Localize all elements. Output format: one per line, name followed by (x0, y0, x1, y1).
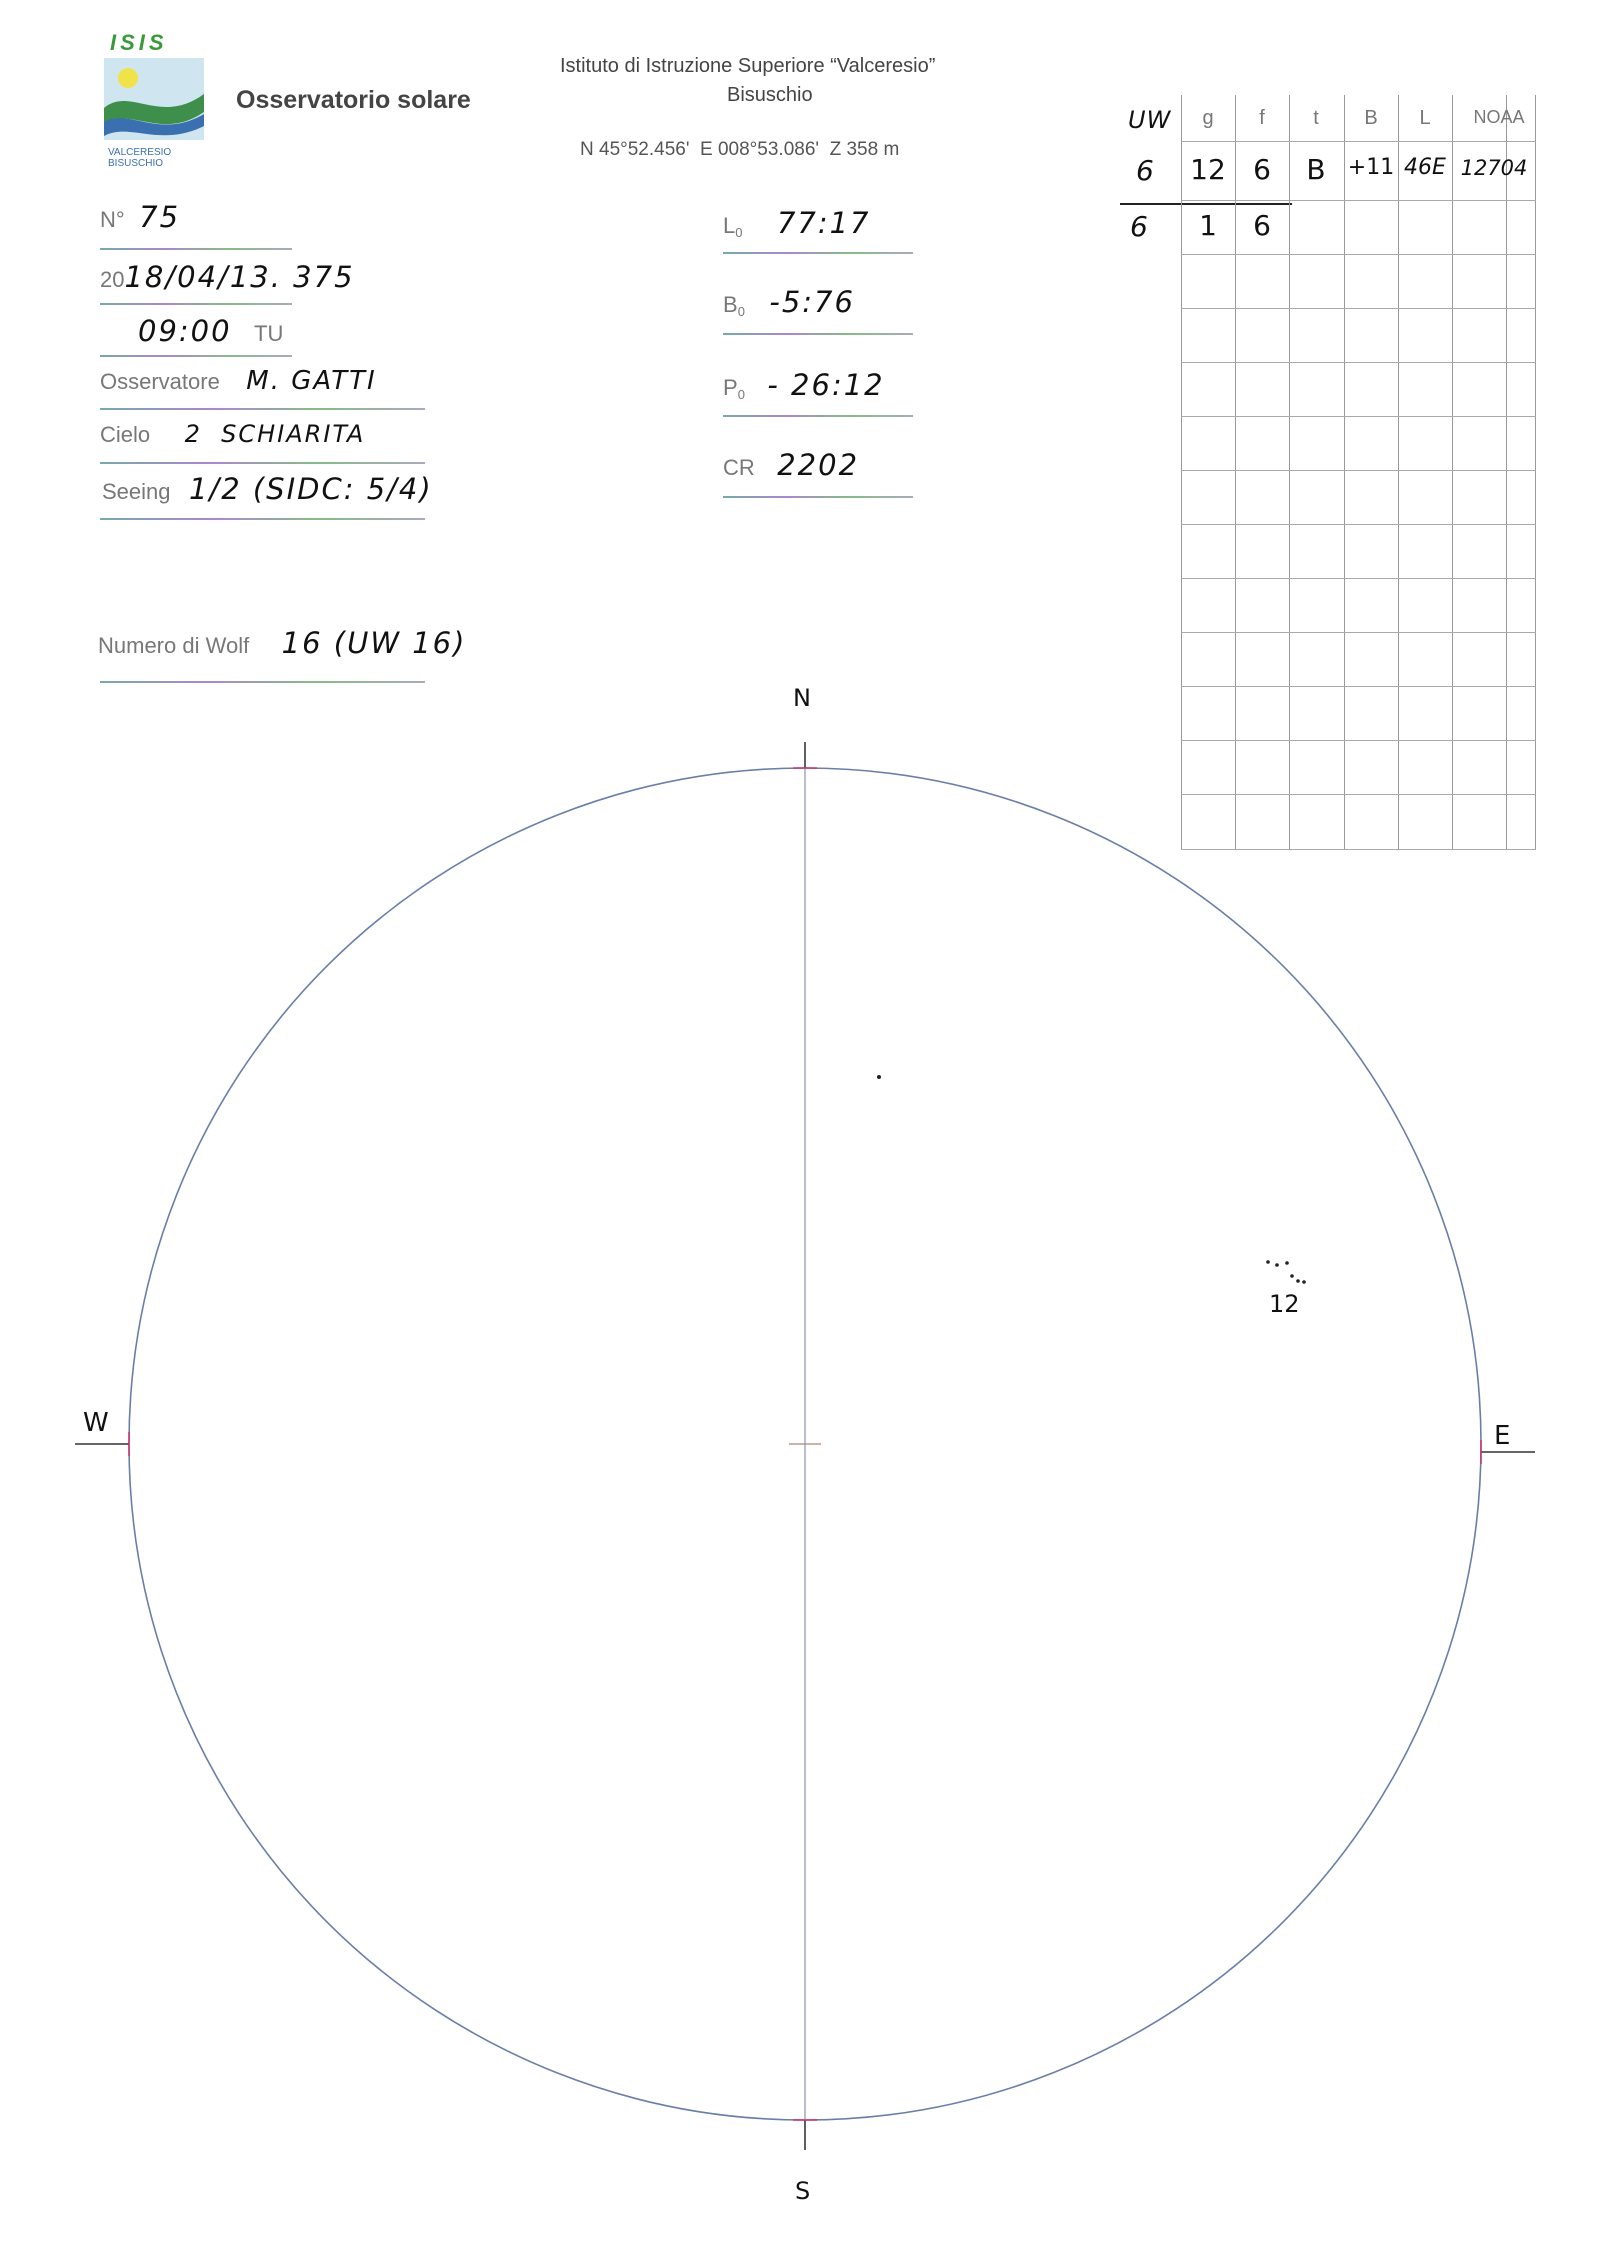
sunspot-3 (1285, 1261, 1289, 1265)
header-f: f (1259, 107, 1265, 129)
row1-f: 6 (1253, 153, 1271, 186)
b0-sub: 0 (737, 304, 745, 320)
uw-total: 6 (1130, 210, 1150, 243)
sunspot-group-12 (1266, 1260, 1306, 1284)
sunspot-2 (1275, 1263, 1279, 1267)
east-label: E (1494, 1421, 1513, 1451)
header-g: g (1202, 107, 1214, 129)
b0-label: B (723, 292, 738, 317)
observer-label: Osservatore (100, 369, 220, 394)
sunspot-1 (1266, 1260, 1270, 1264)
number-label: N° (100, 207, 125, 232)
row1-l: 46E (1404, 155, 1446, 180)
observer-value: M. GATTI (246, 366, 377, 396)
cr-value: 2202 (777, 448, 860, 482)
institute-name: Istituto di Istruzione Superiore “Valceresio” (560, 55, 936, 77)
observatory-title: Osservatorio solare (236, 86, 471, 114)
row1-noaa: 12704 (1460, 156, 1528, 180)
seeing-value: 1/2 (SIDC: 5/4) (188, 472, 433, 506)
logo-bottom-text-2: BISUSCHIO (108, 158, 164, 169)
l0-sub: 0 (735, 225, 743, 241)
date-value: 18/04/13. 375 (124, 260, 355, 294)
south-label: S (795, 2177, 813, 2205)
p0-value: - 26:12 (767, 368, 885, 402)
row1-t: B (1306, 153, 1326, 186)
number-value: 75 (139, 200, 181, 234)
observatory-coordinates: N 45°52.456' E 008°53.086' Z 358 m (580, 139, 900, 160)
b0-value: -5:76 (769, 285, 855, 319)
sunspot-4 (1290, 1274, 1294, 1278)
sunspot-6 (1302, 1280, 1306, 1284)
north-label: N (793, 684, 813, 712)
date-printed: 20 (100, 267, 125, 292)
logo-bottom-text-1: VALCERESIO (108, 147, 172, 158)
wolf-label: Numero di Wolf (98, 633, 250, 658)
sky-value: 2 SCHIARITA (184, 420, 366, 448)
logo-top-text: ISIS (110, 30, 168, 55)
uw-label: UW (1128, 106, 1172, 134)
l0-value: 77:17 (776, 206, 871, 240)
header-l: L (1419, 107, 1431, 129)
uw-row1: 6 (1136, 154, 1156, 187)
header-noaa: NOAA (1473, 107, 1525, 127)
institute-town: Bisuschio (727, 84, 813, 106)
header-b: B (1364, 107, 1378, 129)
total-g: 1 (1199, 209, 1217, 242)
l0-label: L (723, 213, 736, 238)
sunspot-5 (1296, 1279, 1300, 1283)
total-f: 6 (1253, 209, 1271, 242)
sky-label: Cielo (100, 422, 151, 447)
speck-dot (877, 1075, 881, 1079)
time-unit: TU (254, 321, 284, 346)
seeing-label: Seeing (102, 479, 171, 504)
header-t: t (1313, 107, 1319, 129)
p0-sub: 0 (737, 387, 745, 403)
sunspot-group-label: 12 (1269, 1290, 1300, 1318)
p0-label: P (723, 375, 738, 400)
cr-label: CR (723, 455, 755, 480)
row1-b: +11 (1347, 155, 1395, 180)
wolf-value: 16 (UW 16) (281, 626, 467, 660)
row1-g: 12 (1190, 153, 1226, 186)
west-label: W (83, 1408, 111, 1438)
time-value: 09:00 (138, 314, 232, 348)
